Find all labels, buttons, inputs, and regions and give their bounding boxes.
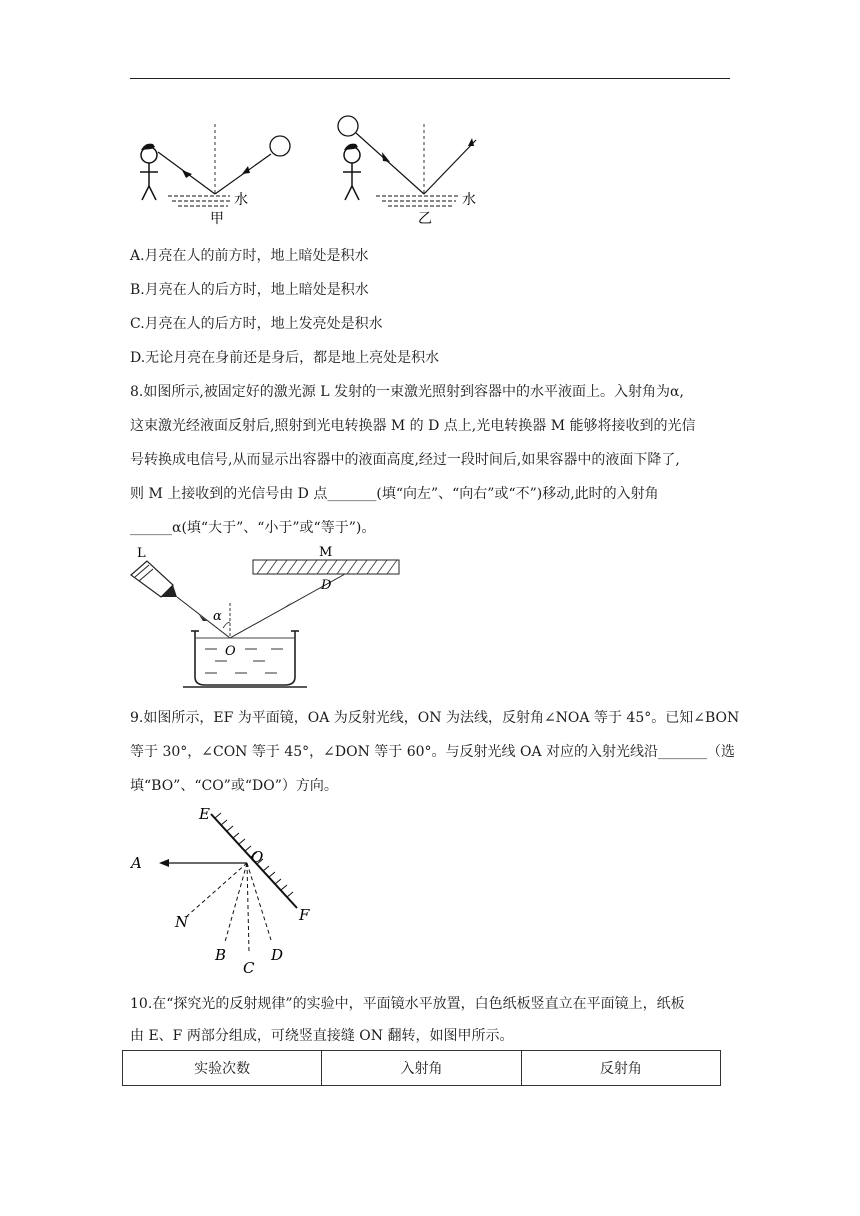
mirror-rays-figure [125,800,325,980]
q8-line-4: 则 M 上接收到的光信号由 D 点_______(填“向左”、“向右”或“不”)移动,此时的入射角 [130,486,659,502]
table-header-row [123,1051,721,1086]
q10-line-2: 由 E、F 两部分组成，可绕竖直接缝 ON 翻转，如图甲所示。 [130,1028,514,1044]
header-reflection-angle: 反射角 [521,1051,720,1086]
header-trial-count: 实验次数 [123,1051,322,1086]
header-incidence-angle: 入射角 [322,1051,521,1086]
q9-line-2: 等于 30°，∠CON 等于 45°，∠DON 等于 60°。与反射光线 OA 对应的入射光线沿_______（选 [130,744,736,760]
water-label-jia: 水 [234,192,248,208]
caption-jia: 甲 [210,211,224,227]
label-L: L [137,546,146,561]
label-F: F [299,906,310,924]
q8-line-2: 这束激光经液面反射后,照射到光电转换器 M 的 D 点上,光电转换器 M 能够将接收到的光信 [130,418,696,434]
label-M: M [319,545,333,560]
q9-line-3: 填“BO”、“CO”或“DO”）方向。 [130,778,338,794]
q8-line-1: 8.如图所示,被固定好的激光源 L 发射的一束激光照射到容器中的水平液面上。入射角为α, [130,384,684,400]
caption-yi: 乙 [418,211,432,227]
water-label-yi: 水 [462,192,476,208]
option-b: B.月亮在人的后方时，地上暗处是积水 [130,282,369,298]
laser-source [131,561,177,597]
option-d: D.无论月亮在身前还是身后，都是地上亮处是积水 [130,350,440,366]
label-O: O [225,644,236,659]
label-C: C [243,959,255,977]
q8-line-5: ______α(填“大于”、“小于”或“等于”)。 [130,520,376,536]
laser-container-figure [125,545,410,695]
q10-line-1: 10.在“探究光的反射规律”的实验中，平面镜水平放置，白色纸板竖直立在平面镜上，纸板 [130,996,685,1012]
label-A: A [131,854,142,872]
option-a: A.月亮在人的前方时，地上暗处是积水 [130,248,369,264]
moon-puddle-figure [130,108,500,233]
figure-yi [338,116,476,227]
option-c: C.月亮在人的后方时，地上发亮处是积水 [130,316,383,332]
label-alpha: α [213,609,222,624]
header-rule [130,78,730,79]
label-O9: O [251,848,264,866]
q9-line-1: 9.如图所示，EF 为平面镜，OA 为反射光线，ON 为法线，反射角∠NOA 等于 45°。已知∠BON [130,710,740,726]
figure-jia [140,124,290,227]
label-B: B [215,946,227,964]
experiment-table [122,1050,721,1086]
q8-line-3: 号转换成电信号,从而显示出容器中的液面高度,经过一段时间后,如果容器中的液面下降了, [130,452,680,468]
label-D: D [321,578,332,593]
label-D9: D [271,946,284,964]
label-E: E [199,805,210,823]
label-N: N [175,913,189,931]
